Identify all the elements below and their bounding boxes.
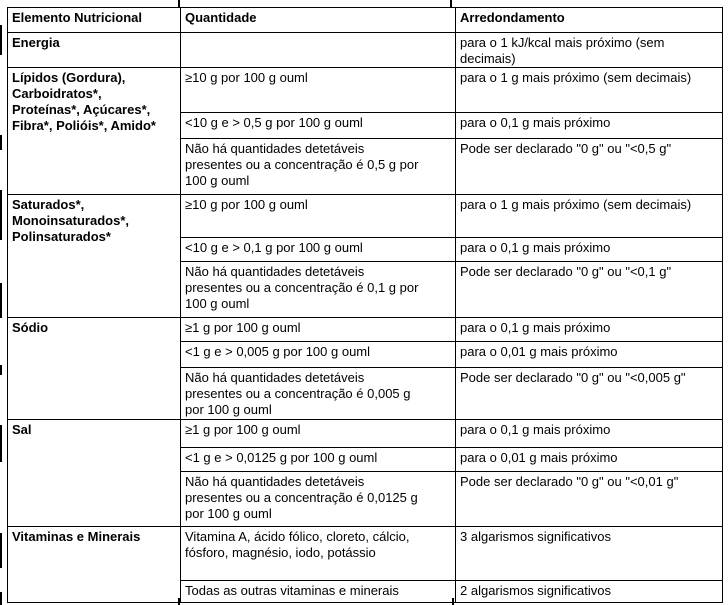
cell-quantidade: ≥10 g por 100 g ouml <box>181 68 456 113</box>
cell-quantidade: ≥1 g por 100 g ouml <box>181 318 456 342</box>
cell-arredondamento: para o 1 g mais próximo (sem decimais) <box>456 195 723 238</box>
cell-quantidade: ≥10 g por 100 g ouml <box>181 195 456 238</box>
table-row <box>8 68 723 113</box>
table-border-stub-top <box>178 0 180 7</box>
cell-elemento-nutricional: Sal <box>8 420 181 527</box>
screen-left-edge-line <box>0 283 2 318</box>
table-row <box>8 420 723 448</box>
cell-elemento-nutricional: Saturados*, Monoinsaturados*, Polinsaturados* <box>8 195 181 318</box>
table-header-row <box>8 8 723 33</box>
screen-left-edge-line <box>0 190 2 240</box>
nutrition-rounding-table <box>7 7 723 603</box>
cell-arredondamento: para o 0,01 g mais próximo <box>456 448 723 472</box>
cell-quantidade: <10 g e > 0,5 g por 100 g ouml <box>181 113 456 139</box>
screen-left-edge-line <box>0 425 2 462</box>
table-border-stub-top <box>450 0 452 7</box>
cell-quantidade: Não há quantidades detetáveis presentes ou a concentração é 0,005 g por 100 g ouml <box>181 368 456 420</box>
screen-left-edge-line <box>0 533 2 568</box>
cell-elemento-nutricional: Lípidos (Gordura), Carboidratos*, Proteínas*, Açúcares*, Fibra*, Polióis*, Amido* <box>8 68 181 195</box>
table-row <box>8 33 723 68</box>
cell-elemento-nutricional: Vitaminas e Minerais <box>8 527 181 603</box>
table-row <box>8 527 723 581</box>
cell-arredondamento: Pode ser declarado "0 g" ou "<0,5 g" <box>456 139 723 195</box>
cell-quantidade: <10 g e > 0,1 g por 100 g ouml <box>181 238 456 262</box>
col-header-elemento-nutricional: Elemento Nutricional <box>8 8 181 33</box>
cell-arredondamento: Pode ser declarado "0 g" ou "<0,005 g" <box>456 368 723 420</box>
screen-left-edge-line <box>0 135 2 150</box>
table-row <box>8 195 723 238</box>
cell-arredondamento: para o 1 kJ/kcal mais próximo (sem decimais) <box>456 33 723 68</box>
table-row <box>8 318 723 342</box>
screen-left-edge-line <box>0 592 2 605</box>
col-header-arredondamento: Arredondamento <box>456 8 723 33</box>
cell-quantidade: Não há quantidades detetáveis presentes ou a concentração é 0,0125 g por 100 g ouml <box>181 472 456 527</box>
cell-quantidade: <1 g e > 0,0125 g por 100 g ouml <box>181 448 456 472</box>
cell-quantidade: Todas as outras vitaminas e minerais <box>181 581 456 603</box>
cell-arredondamento: para o 0,1 g mais próximo <box>456 420 723 448</box>
cell-arredondamento: para o 0,01 g mais próximo <box>456 342 723 368</box>
cell-elemento-nutricional: Sódio <box>8 318 181 420</box>
cell-quantidade: <1 g e > 0,005 g por 100 g ouml <box>181 342 456 368</box>
cell-arredondamento: para o 0,1 g mais próximo <box>456 113 723 139</box>
cell-arredondamento: Pode ser declarado "0 g" ou "<0,1 g" <box>456 262 723 318</box>
cell-elemento-nutricional: Energia <box>8 33 181 68</box>
cell-arredondamento: para o 0,1 g mais próximo <box>456 238 723 262</box>
screen-left-edge-line <box>0 25 2 55</box>
cell-quantidade: ≥1 g por 100 g ouml <box>181 420 456 448</box>
cell-arredondamento: para o 1 g mais próximo (sem decimais) <box>456 68 723 113</box>
cell-arredondamento: 3 algarismos significativos <box>456 527 723 581</box>
cell-quantidade: Não há quantidades detetáveis presentes ou a concentração é 0,5 g por 100 g ouml <box>181 139 456 195</box>
cell-quantidade <box>181 33 456 68</box>
cell-quantidade: Vitamina A, ácido fólico, cloreto, cálcio, fósforo, magnésio, iodo, potássio <box>181 527 456 581</box>
cell-arredondamento: 2 algarismos significativos <box>456 581 723 603</box>
cell-quantidade: Não há quantidades detetáveis presentes ou a concentração é 0,1 g por 100 g ouml <box>181 262 456 318</box>
col-header-quantidade: Quantidade <box>181 8 456 33</box>
screen-left-edge-line <box>0 365 2 375</box>
cell-arredondamento: Pode ser declarado "0 g" ou "<0,01 g" <box>456 472 723 527</box>
cell-arredondamento: para o 0,1 g mais próximo <box>456 318 723 342</box>
